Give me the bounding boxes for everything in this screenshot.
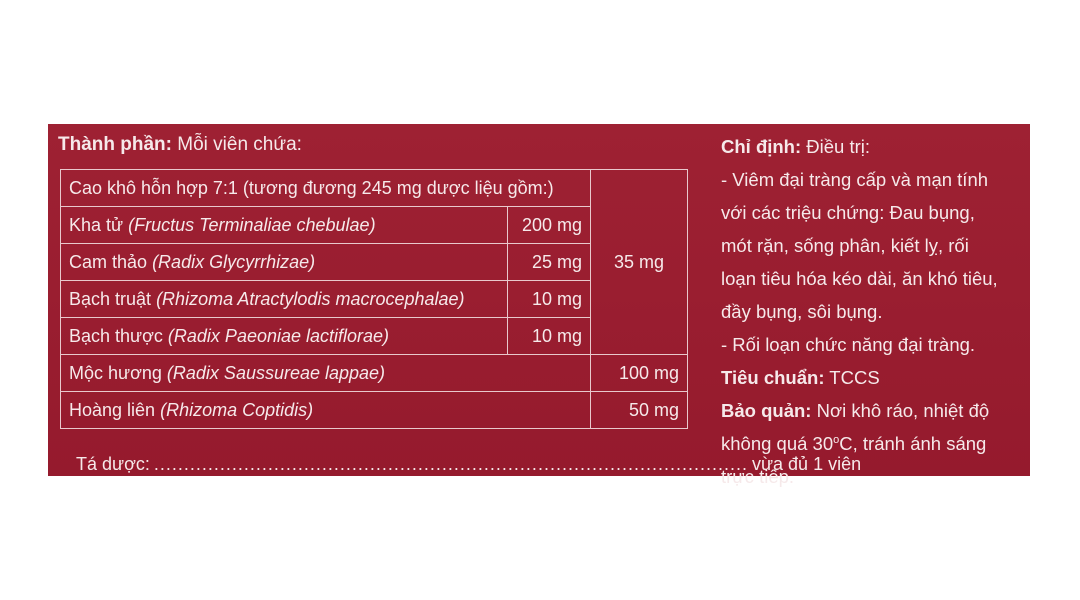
ingredient-name: Mộc hương xyxy=(69,362,162,383)
ingredient-amount: 100 mg xyxy=(591,355,688,392)
ingredients-heading-label: Thành phần: xyxy=(58,134,172,155)
storage-line xyxy=(721,394,1021,427)
standard-label: Tiêu chuẩn: xyxy=(721,367,825,388)
ingredient-latin: (Rhizoma Atractylodis macrocephalae) xyxy=(156,288,465,309)
table-row xyxy=(61,355,688,392)
ingredient-name-cell xyxy=(61,392,591,429)
ingredient-name-cell xyxy=(61,244,508,281)
group-total-cell: 35 mg xyxy=(591,170,688,355)
storage-text-pre: không quá 30 xyxy=(721,433,834,454)
ingredient-name-cell xyxy=(61,281,508,318)
degree-sup: o xyxy=(833,433,840,446)
ingredient-name: Hoàng liên xyxy=(69,399,156,420)
indication-text: Điều trị: xyxy=(806,136,871,157)
ingredient-amount: 50 mg xyxy=(591,392,688,429)
indication-label: Chỉ định: xyxy=(721,136,802,157)
ingredient-name-cell xyxy=(61,318,508,355)
ingredient-latin: (Rhizoma Coptidis) xyxy=(160,399,314,420)
ingredient-amount: 200 mg xyxy=(508,207,591,244)
extract-header-cell: Cao khô hỗn hợp 7:1 (tương đương 245 mg dược liệu gồm:) xyxy=(61,170,591,207)
ingredient-amount: 25 mg xyxy=(508,244,591,281)
ingredients-heading-text: Mỗi viên chứa: xyxy=(177,134,302,155)
storage-line: trực tiếp. xyxy=(721,466,795,487)
indication-line: - Viêm đại tràng cấp và mạn tính xyxy=(721,169,989,190)
excipient-line xyxy=(76,454,862,475)
storage-label: Bảo quản: xyxy=(721,400,812,421)
ingredient-latin: (Radix Saussureae lappae) xyxy=(166,362,386,383)
ingredients-heading xyxy=(58,134,302,156)
ingredient-name: Bạch truật xyxy=(69,288,152,309)
indication-line: với các triệu chứng: Đau bụng, xyxy=(721,202,975,223)
ingredient-amount: 10 mg xyxy=(508,281,591,318)
indication-line: mót rặn, sống phân, kiết lỵ, rối xyxy=(721,235,969,256)
ingredient-name: Bạch thược xyxy=(69,325,163,346)
ingredient-latin: (Radix Paeoniae lactiflorae) xyxy=(167,325,390,346)
excipient-dots: ................................................................................................... xyxy=(153,454,748,474)
ingredient-name: Cam thảo xyxy=(69,251,148,272)
ingredient-amount: 10 mg xyxy=(508,318,591,355)
storage-text: Nơi khô ráo, nhiệt độ xyxy=(816,400,990,421)
excipient-value: vừa đủ 1 viên xyxy=(751,454,862,474)
ingredients-table xyxy=(60,169,688,429)
indication-line: loạn tiêu hóa kéo dài, ăn khó tiêu, xyxy=(721,268,998,289)
ingredient-latin: (Radix Glycyrrhizae) xyxy=(152,251,316,272)
standard-line xyxy=(721,361,1021,394)
ingredient-latin: (Fructus Terminaliae chebulae) xyxy=(128,214,376,235)
indication-heading xyxy=(721,130,1021,163)
indications-section xyxy=(721,130,1021,493)
ingredient-name: Kha tử xyxy=(69,214,124,235)
standard-value: TCCS xyxy=(829,367,880,388)
storage-text-post: C, tránh ánh sáng xyxy=(839,433,987,454)
table-row xyxy=(61,170,688,207)
table-row xyxy=(61,392,688,429)
ingredient-name-cell xyxy=(61,355,591,392)
product-label-panel xyxy=(48,124,1030,487)
indication-line: đầy bụng, sôi bụng. xyxy=(721,301,883,322)
ingredient-name-cell xyxy=(61,207,508,244)
storage-line xyxy=(721,427,1021,460)
indication-line: - Rối loạn chức năng đại tràng. xyxy=(721,334,976,355)
excipient-label: Tá dược: xyxy=(76,454,150,474)
